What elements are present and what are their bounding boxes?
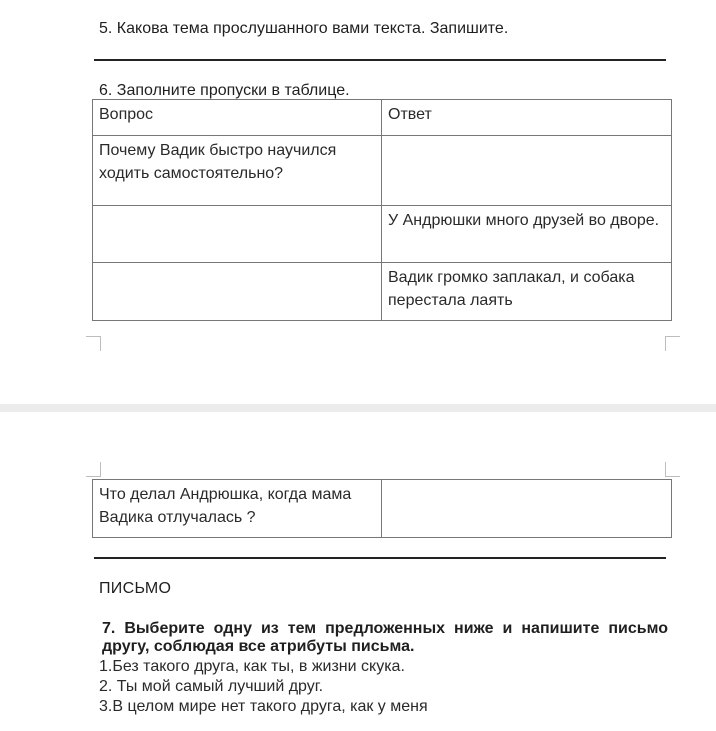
topic-item: 3.В целом мире нет такого друга, как у меня — [99, 698, 428, 715]
table-cell: Что делал Андрюшка, когда мама Вадика отлучалась ? — [93, 480, 382, 538]
question-6: 6. Заполните пропуски в таблице. — [99, 82, 350, 99]
page-corner-mark — [86, 336, 101, 351]
table-row — [93, 480, 672, 538]
page-corner-mark — [665, 462, 680, 477]
topic-item: 1.Без такого друга, как ты, в жизни скука. — [99, 658, 405, 675]
fill-in-table — [92, 99, 672, 321]
table-cell: Почему Вадик быстро научился ходить самостоятельно? — [93, 136, 382, 206]
header-question: Вопрос — [93, 100, 382, 136]
table-cell: Вадик громко заплакал, и собака перестала лаять — [382, 263, 672, 321]
table-row — [93, 206, 672, 263]
section-heading: ПИСЬМО — [99, 580, 172, 597]
header-answer: Ответ — [382, 100, 672, 136]
answer-line-q5 — [94, 59, 666, 61]
table-cell-empty[interactable] — [382, 136, 672, 206]
page-corner-mark — [665, 336, 680, 351]
table-cell-empty[interactable] — [93, 263, 382, 321]
question-7: 7. Выберите одну из тем предложенных ниже и напишите письмо другу, соблюдая все атрибуты письма. — [102, 620, 668, 655]
question-5: 5. Какова тема прослушанного вами текста. Запишите. — [99, 20, 509, 37]
page-corner-mark — [86, 462, 101, 477]
fill-in-table-continued — [92, 479, 672, 538]
table-header-row — [93, 100, 672, 136]
table-row — [93, 263, 672, 321]
table-row — [93, 136, 672, 206]
answer-line-table — [94, 557, 666, 559]
topic-item: 2. Ты мой самый лучший друг. — [99, 678, 324, 695]
page-break — [0, 404, 716, 412]
table-cell-empty[interactable] — [382, 480, 672, 538]
table-cell: У Андрюшки много друзей во дворе. — [382, 206, 672, 263]
table-cell-empty[interactable] — [93, 206, 382, 263]
